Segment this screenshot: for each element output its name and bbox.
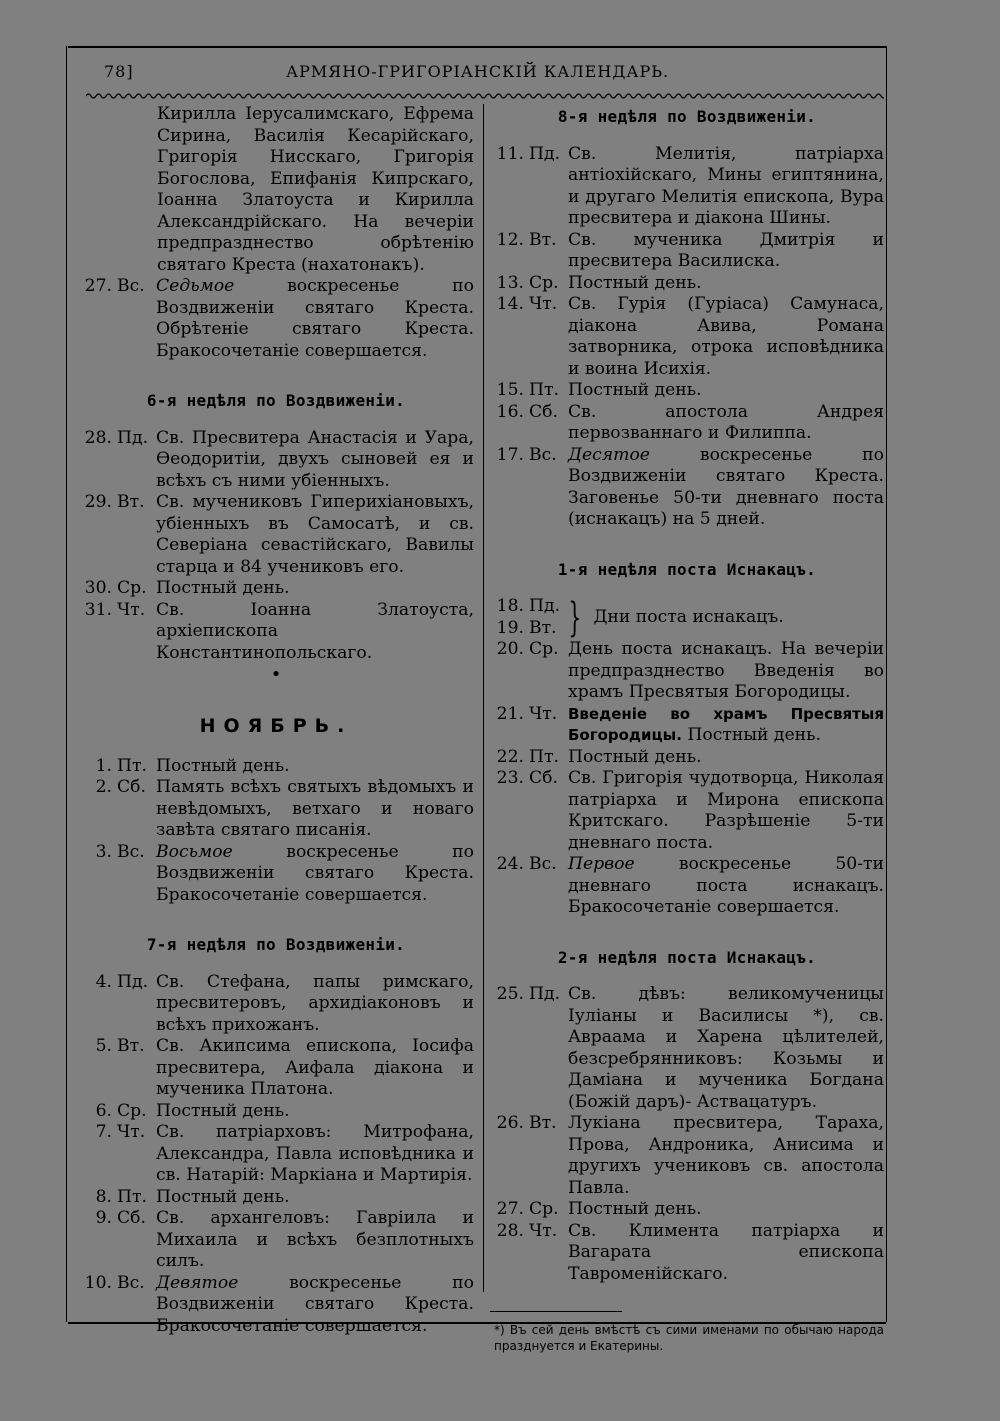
month-heading: НОЯБРЬ. [199, 715, 353, 737]
entry-27 [78, 276, 474, 362]
entry-13 [490, 273, 884, 295]
entry-text: Св. мучениковъ Гиперихіановыхъ, убіенныхъ въ Самосатѣ, и св. Северіана севастійскаго, Вавилы старца и 84 учениковъ его. [156, 492, 474, 577]
entry-text: Св. Стефана, папы римскаго, пресвитеровъ, архидіаконовъ и всѣхъ прихожанъ. [156, 971, 474, 1035]
entry-25 [490, 984, 884, 1113]
entry-text: Постный день. [568, 380, 702, 400]
entry-text: Св. Пресвитера Анастасія и Уара, Ѳеодоритіи, двухъ сыновей ея и всѣхъ съ ними убіенныхъ. [156, 427, 474, 491]
weekday: Ср. [529, 272, 559, 293]
week-heading: 6-я недѣля по Воздвиженіи. [146, 391, 406, 410]
weekday: Сб. [529, 401, 558, 422]
day-number: 20. [496, 639, 524, 659]
wavy-rule [86, 90, 884, 102]
weekday: Ср. [117, 1100, 147, 1121]
day-number: 27. [496, 1199, 524, 1219]
entry-text: Св. дѣвъ: великомученицы Іуліаны и Василисы *), св. Авраама и Харена цѣлителей, безсребрянниковъ: Козьмы и Даміана и мученика Богдана (Божій даръ)- Аствацатуръ. [568, 984, 884, 1112]
entry-15 [490, 380, 884, 402]
frame-right-rule [886, 46, 887, 1322]
sunday-ordinal: Седьмое [156, 276, 235, 296]
entry-7 [78, 1122, 474, 1187]
entry-text: Первое воскресенье 50-ти дневнаго поста иснакацъ. Бракосочетаніе совершается. [568, 854, 884, 917]
day-number: 4. [95, 971, 112, 992]
entry-text: Память всѣхъ святыхъ вѣдомыхъ и невѣдомыхъ, ветхаго и новаго завѣта святаго писанія. [156, 777, 474, 840]
footnote: *) Въ сей день вмѣстѣ съ сими именами по обычаю народа празднуется и Екатерины. [494, 1323, 884, 1353]
right-column [490, 104, 884, 1354]
entry-text: Св. патріарховъ: Митрофана, Александра, Павла исповѣдника и св. Натарій: Маркіана и Мартирія. [156, 1122, 474, 1185]
day-number: 17. [496, 444, 524, 465]
entry-text: Св. апостола Андрея первозваннаго и Филиппа. [568, 401, 884, 443]
weekday: Пд. [529, 143, 561, 164]
weekday: Пд. [529, 596, 561, 616]
entry-text: Постный день. [568, 272, 702, 293]
entry-text: Постный день. [156, 1186, 290, 1207]
column-divider [483, 104, 484, 1292]
weekday: Пд. [117, 427, 149, 448]
day-number: 5. [95, 1036, 112, 1056]
day-number: 12. [496, 229, 524, 250]
day-number: 19. [496, 617, 524, 638]
ornament-dot: • [270, 664, 282, 685]
day-number: 21. [496, 703, 524, 724]
day-number: 15. [496, 380, 524, 400]
entry-5 [78, 1036, 474, 1101]
entry-1 [78, 756, 474, 778]
weekday: Вс. [117, 1272, 145, 1293]
entry-31 [78, 600, 474, 665]
entry-12 [490, 230, 884, 273]
entry-21 [490, 704, 884, 747]
day-number: 7. [95, 1122, 112, 1142]
entry-4 [78, 972, 474, 1037]
entry-3 [78, 842, 474, 907]
sunday-ordinal: Десятое [568, 444, 650, 465]
weekday: Пт. [117, 755, 147, 776]
feast-title: Введеніе во храмъ Пресвятыя Богородицы. [568, 704, 884, 744]
weekday: Сб. [117, 1208, 146, 1228]
day-number: 28. [496, 1220, 524, 1241]
weekday: Вт. [529, 617, 557, 638]
entry-24 [490, 854, 884, 919]
entry-22 [490, 747, 884, 769]
weekday: Вс. [529, 444, 557, 465]
day-number: 24. [496, 854, 524, 874]
weekday: Чт. [529, 703, 558, 724]
weekday: Вт. [117, 1036, 145, 1056]
day-number: 8. [95, 1186, 112, 1207]
entry-text: Постный день. [568, 1199, 702, 1219]
day-number: 30. [84, 578, 112, 598]
weekday: Вс. [117, 841, 145, 862]
entry-text: Св. Мелитія, патріарха антіохійскаго, Мины египтянина, и другаго Мелитія епископа, Вура пресвитера и діакона Шины. [568, 143, 884, 228]
entry-6 [78, 1101, 474, 1123]
day-number: 25. [496, 984, 524, 1004]
weekday: Сб. [117, 777, 146, 797]
entry-text: Св. Іоанна Златоуста, архіепископа Константинопольскаго. [156, 599, 474, 663]
entry-text: Св. Гурія (Гуріаса) Самунаса, діакона Авива, Романа затворника, отрока исповѣдника и воина Исихія. [568, 294, 884, 379]
weekday: Чт. [117, 1122, 146, 1142]
entry-27-nov [490, 1199, 884, 1221]
entry-text: Лукіана пресвитера, Тараха, Прова, Андроника, Анисима и другихъ учениковъ св. апостола Павла. [568, 1113, 884, 1198]
weekday: Пд. [529, 984, 561, 1004]
entry-text: Постный день. [156, 578, 290, 598]
week-heading: 1-я недѣля поста Иснакацъ. [557, 559, 817, 579]
weekday: Вс. [529, 854, 557, 874]
entry-30 [78, 578, 474, 600]
sunday-ordinal: Восьмое [156, 841, 233, 862]
entry-18 [490, 596, 568, 618]
entry-16 [490, 402, 884, 445]
entry-text: День поста иснакацъ. На вечеріи предпразднество Введенія во храмъ Пресвятыя Богородицы. [568, 639, 884, 702]
entry-9 [78, 1208, 474, 1273]
entry-19 [490, 618, 568, 640]
day-number: 1. [95, 755, 112, 776]
brace-text: Дни поста иснакацъ. [593, 606, 784, 627]
running-title: АРМЯНО-ГРИГОРІАНСКІЙ КАЛЕНДАРЬ. [286, 62, 670, 81]
weekday: Пт. [117, 1186, 147, 1207]
entry-text: Девятое воскресенье по Воздвиженіи святаго Креста. Бракосочетаніе совершается. [156, 1272, 474, 1336]
page-header [104, 62, 886, 90]
entry-text: Св. Акипсима епископа, Іосифа пресвитера, Аифала діакона и мученика Платона. [156, 1036, 474, 1099]
day-number: 26. [496, 1113, 524, 1133]
week-heading: 7-я недѣля по Воздвиженіи. [146, 935, 406, 954]
left-column [78, 104, 474, 1337]
weekday: Пт. [529, 380, 559, 400]
entry-20 [490, 639, 884, 704]
weekday: Вт. [117, 492, 145, 512]
sunday-ordinal: Девятое [156, 1272, 239, 1293]
entry-14 [490, 294, 884, 380]
day-number: 2. [95, 777, 112, 797]
entry-text: Восьмое воскресенье по Воздвиженіи святаго Креста. Бракосочетаніе совершается. [156, 841, 474, 905]
entry-8 [78, 1187, 474, 1209]
entry-28 [78, 428, 474, 493]
day-number: 28. [84, 427, 112, 448]
footnote-rule [490, 1311, 622, 1312]
entry-11 [490, 144, 884, 230]
day-number: 10. [84, 1272, 112, 1293]
entry-text: Десятое воскресенье по Воздвиженіи святаго Креста. Заговенье 50-ти дневнаго поста (иснакацъ) на 5 дней. [568, 444, 884, 529]
frame-left-rule [66, 46, 67, 1322]
day-number: 11. [496, 143, 524, 164]
entry-23 [490, 768, 884, 854]
weekday: Пд. [117, 971, 149, 992]
day-number: 16. [496, 401, 524, 422]
sunday-ordinal: Первое [568, 854, 635, 874]
brace-icon: } [568, 594, 582, 641]
weekday: Пт. [529, 746, 559, 767]
continued-entry: Кирилла Іерусалимскаго, Ефрема Сирина, Василія Кесарійскаго, Григорія Нисскаго, Григорія Богослова, Епифанія Кипрскаго, Іоанна Златоуста и Кирилла Александрійскаго. На вечеріи предпразднество обрѣтенію святаго Креста (нахатонакъ). [157, 104, 474, 275]
weekday: Сб. [529, 768, 558, 788]
entry-10 [78, 1273, 474, 1338]
day-number: 31. [84, 599, 112, 620]
entry-26 [490, 1113, 884, 1199]
page-number: 78] [104, 62, 134, 81]
entry-text: Введеніе во храмъ Пресвятыя Богородицы. Постный день. [568, 704, 884, 745]
day-number: 9. [95, 1208, 112, 1228]
entry-text: Седьмое воскресенье по Воздвиженіи святаго Креста. Обрѣтеніе святаго Креста. Бракосочетаніе совершается. [156, 276, 474, 361]
weekday: Вт. [529, 1113, 557, 1133]
entry-text: Постный день. [156, 755, 290, 776]
week-heading: 2-я недѣля поста Иснакацъ. [557, 947, 817, 967]
day-number: 29. [84, 492, 112, 512]
day-number: 18. [496, 596, 524, 616]
frame-top-rule [68, 46, 886, 48]
weekday: Ср. [529, 639, 559, 659]
entry-18-19 [490, 596, 884, 639]
entry-text: Св. Климента патріарха и Вагарата епископа Тавроменійскаго. [568, 1220, 884, 1284]
entry-text: Св. архангеловъ: Гавріила и Михаила и всѣхъ безплотныхъ силъ. [156, 1208, 474, 1271]
entry-text: Постный день. [156, 1100, 290, 1121]
day-number: 6. [95, 1100, 112, 1121]
weekday: Чт. [117, 599, 146, 620]
weekday: Ср. [529, 1199, 559, 1219]
weekday: Вс. [117, 276, 145, 296]
weekday: Ср. [117, 578, 147, 598]
entry-text: Св. мученика Дмитрія и пресвитера Василиска. [568, 229, 884, 271]
entry-28-nov [490, 1221, 884, 1286]
day-number: 14. [496, 294, 524, 314]
weekday: Чт. [529, 1220, 558, 1241]
day-number: 23. [496, 768, 524, 788]
entry-text: Постный день. [568, 746, 702, 767]
entry-29 [78, 492, 474, 578]
entry-2 [78, 777, 474, 842]
weekday: Вт. [529, 229, 557, 250]
day-number: 27. [84, 276, 112, 296]
entry-17 [490, 445, 884, 531]
week-heading: 8-я недѣля по Воздвиженіи. [557, 107, 817, 126]
entry-text: Св. Григорія чудотворца, Николая патріарха и Мирона епископа Критскаго. Разрѣшеніе 5-ти дневнаго поста. [568, 768, 884, 853]
weekday: Чт. [529, 294, 558, 314]
day-number: 22. [496, 746, 524, 767]
day-number: 3. [95, 841, 112, 862]
day-number: 13. [496, 272, 524, 293]
